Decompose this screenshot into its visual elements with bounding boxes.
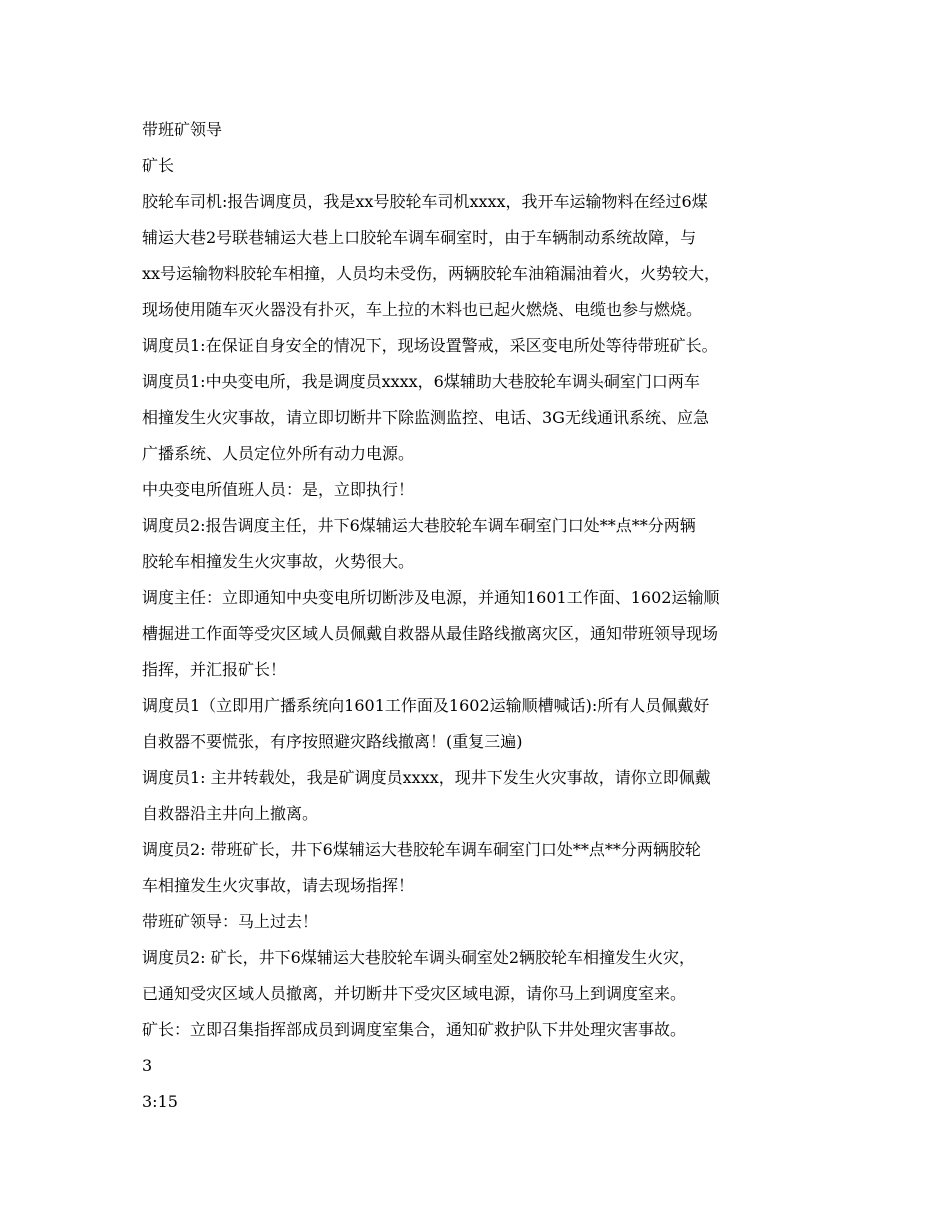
text-line: 带班矿领导：马上过去！ (142, 912, 319, 931)
text-line: 矿长 (142, 156, 175, 175)
text-line: 带班矿领导 (142, 120, 223, 139)
text-line: 中央变电所值班人员：是，立即执行！ (142, 480, 415, 499)
text-line: 调度员1: 主井转载处，我是矿调度员xxxx，现井下发生火灾事故，请你立即佩戴 (142, 768, 711, 787)
text-line: 调度员2: 带班矿长，井下6煤辅运大巷胶轮车调车硐室门口处**点**分两辆胶轮 (142, 840, 701, 859)
text-line: 自救器不要慌张，有序按照避灾路线撤离！(重复三遍) (142, 732, 523, 751)
text-line: 槽掘进工作面等受灾区域人员佩戴自救器从最佳路线撤离灾区，通知带班领导现场 (142, 624, 719, 643)
text-line: 调度员1（立即用广播系统向1601工作面及1602运输顺槽喊话):所有人员佩戴好 (142, 696, 710, 715)
text-line: 现场使用随车灭火器没有扑灭，车上拉的木料也已起火燃烧、电缆也参与燃烧。 (142, 300, 703, 319)
text-line: 指挥，并汇报矿长！ (142, 660, 287, 679)
text-line: 辅运大巷2号联巷辅运大巷上口胶轮车调车硐室时，由于车辆制动系统故障，与 (142, 228, 697, 247)
text-line: 调度员1:中央变电所，我是调度员xxxx，6煤辅助大巷胶轮车调头硐室门口两车 (142, 372, 700, 391)
text-line: 调度员1:在保证自身安全的情况下，现场设置警戒，采区变电所处等待带班矿长。 (142, 336, 718, 355)
text-line: xx号运输物料胶轮车相撞，人员均未受伤，两辆胶轮车油箱漏油着火，火势较大， (142, 264, 721, 283)
text-line: 已通知受灾区域人员撤离，并切断井下受灾区域电源，请你马上到调度室来。 (142, 984, 687, 1003)
page-number: 3 (142, 1056, 153, 1075)
text-line: 调度员2: 矿长，井下6煤辅运大巷胶轮车调头硐室处2辆胶轮车相撞发生火灾， (142, 948, 696, 967)
text-line: 矿长：立即召集指挥部成员到调度室集合，通知矿救护队下井处理灾害事故。 (142, 1020, 687, 1039)
document-body (142, 112, 832, 1120)
text-line: 相撞发生火灾事故，请立即切断井下除监测监控、电话、3G无线通讯系统、应急 (142, 408, 709, 427)
text-line: 胶轮车司机:报告调度员，我是xx号胶轮车司机xxxx，我开车运输物料在经过6煤 (142, 192, 708, 211)
text-line: 自救器沿主井向上撤离。 (142, 804, 319, 823)
text-line: 车相撞发生火灾事故，请去现场指挥！ (142, 876, 415, 895)
text-line: 调度主任：立即通知中央变电所切断涉及电源，并通知1601工作面、1602运输顺 (142, 588, 720, 607)
time-stamp: 3:15 (142, 1092, 178, 1111)
text-line: 胶轮车相撞发生火灾事故，火势很大。 (142, 552, 415, 571)
text-line: 广播系统、人员定位外所有动力电源。 (142, 444, 415, 463)
text-line: 调度员2:报告调度主任，井下6煤辅运大巷胶轮车调车硐室门口处**点**分两辆 (142, 516, 696, 535)
